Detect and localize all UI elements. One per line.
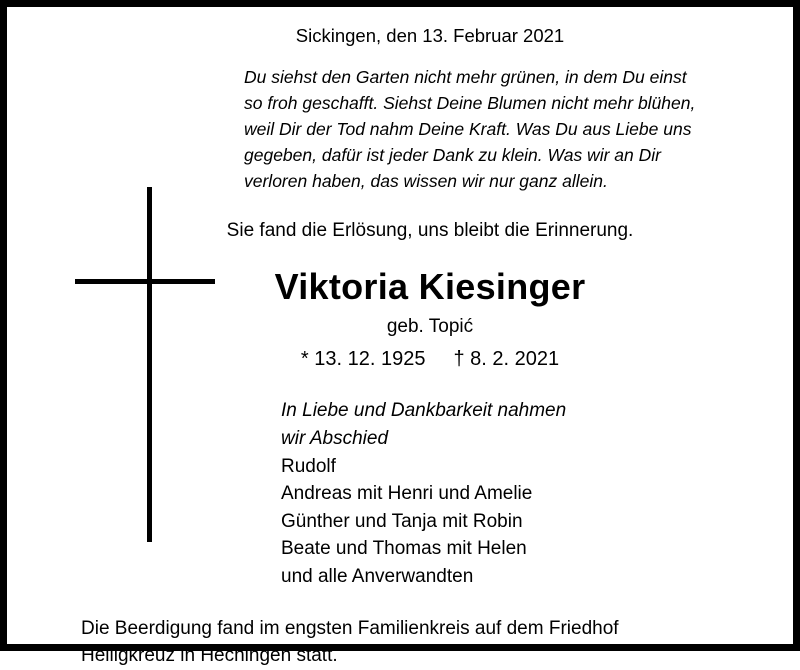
mourners-intro-line: wir Abschied (281, 428, 389, 449)
poem-line: so froh geschafft. Siehst Deine Blumen nicht mehr blühen, (244, 92, 696, 113)
maiden-name: geb. Topić (386, 316, 474, 338)
mourner-item: Andreas mit Henri und Amelie (281, 483, 533, 505)
mourner-item: und alle Anverwandten (281, 565, 474, 587)
poem-line: gegeben, dafür ist jeder Dank zu klein. Was wir an Dir (244, 144, 661, 165)
notice-inner (7, 7, 793, 667)
funeral-info (81, 616, 741, 670)
solace-line: Sie fand die Erlösung, uns bleibt die Erinnerung. (226, 220, 634, 242)
place-and-date: Sickingen, den 13. Februar 2021 (295, 25, 565, 46)
poem-line: Du siehst den Garten nicht mehr grünen, in dem Du einst (244, 67, 687, 87)
birth-date: * 13. 12. 1925 (300, 348, 426, 371)
mourner-item: Rudolf (281, 455, 336, 477)
poem (244, 65, 711, 194)
cross-vertical-bar (147, 187, 152, 542)
poem-line: verloren haben, das wissen wir nur ganz allein. (244, 170, 608, 191)
mourner-item: Beate und Thomas mit Helen (281, 538, 527, 560)
poem-line: weil Dir der Tod nahm Deine Kraft. Was Du aus Liebe uns (244, 118, 692, 139)
mourners-intro-line: In Liebe und Dankbarkeit nahmen (281, 400, 567, 422)
death-date: † 8. 2. 2021 (453, 348, 560, 371)
mourners-block (281, 397, 771, 590)
cross-icon (75, 187, 215, 547)
funeral-info-line: Die Beerdigung fand im engsten Familienkreis auf dem Friedhof (81, 618, 619, 640)
mourner-item: Günther und Tanja mit Robin (281, 510, 523, 532)
funeral-info-line: Heiligkreuz in Hechingen statt. (81, 645, 338, 667)
cross-horizontal-bar (75, 279, 215, 284)
deceased-name: Viktoria Kiesinger (274, 266, 586, 308)
